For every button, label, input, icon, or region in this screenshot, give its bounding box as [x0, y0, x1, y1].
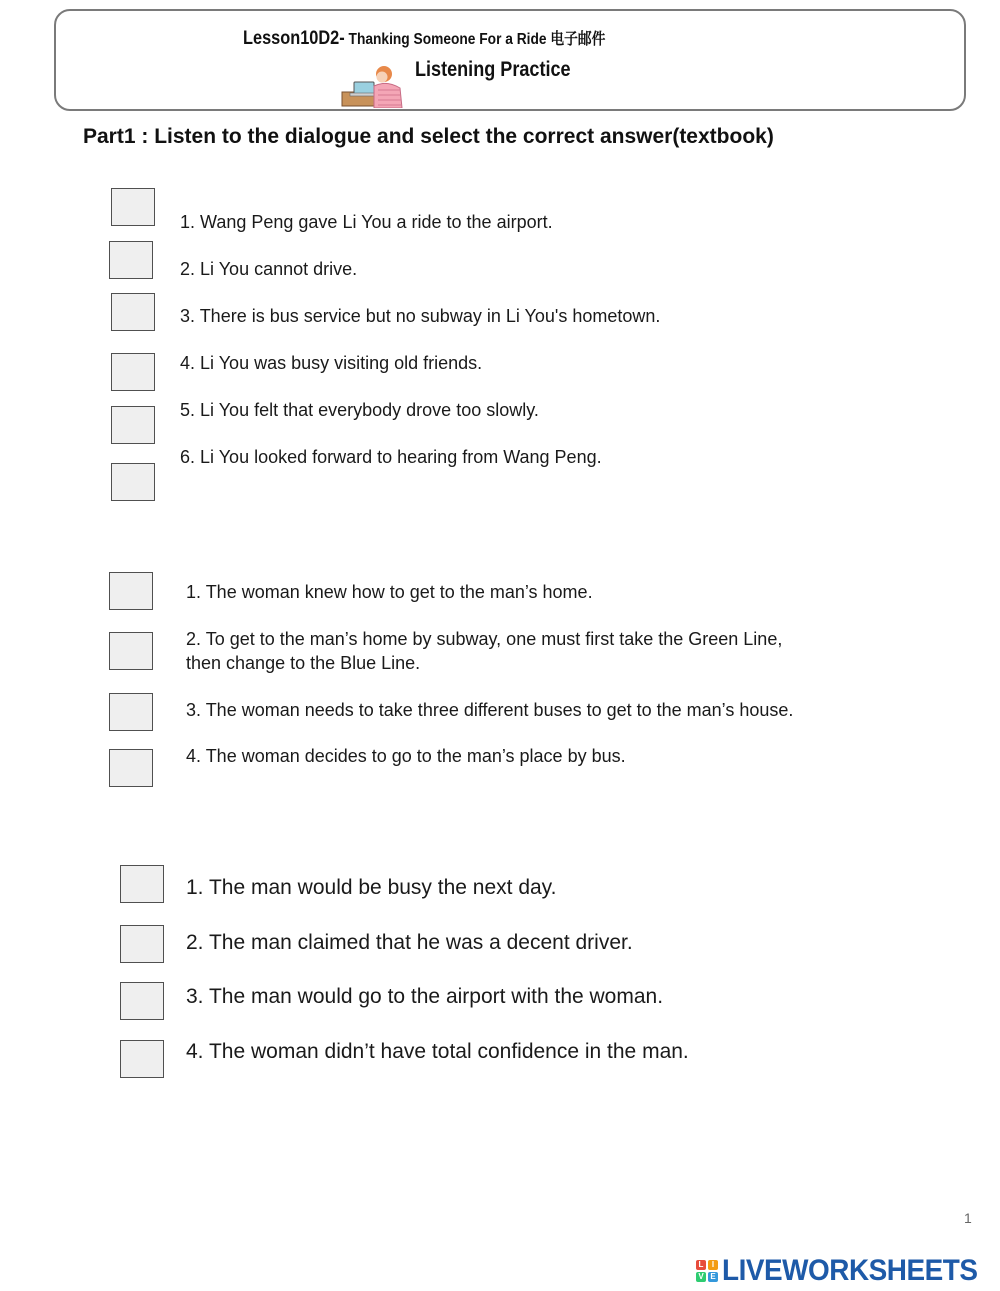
brand-name: LIVEWORKSHEETS [722, 1254, 978, 1287]
mark-letter-l: L [696, 1260, 706, 1270]
statement-s2-q2: 2. To get to the man’s home by subway, one must first take the Green Line, [186, 629, 783, 649]
statement-s3-q3: 3. The man would go to the airport with the woman. [186, 985, 664, 1008]
student-at-computer-illustration [340, 64, 406, 108]
answer-box-s1-q5[interactable] [111, 406, 155, 444]
statement-s2-q1: 1. The woman knew how to get to the man’s home. [186, 582, 593, 602]
statement-s1-q4: 4. Li You was busy visiting old friends. [180, 353, 483, 373]
statement-s1-q1: 1. Wang Peng gave Li You a ride to the airport. [180, 212, 553, 232]
answer-box-s1-q4[interactable] [111, 353, 155, 391]
statement-s1-q6: 6. Li You looked forward to hearing from Wang Peng. [180, 447, 602, 467]
page-number: 1 [964, 1210, 972, 1226]
answer-box-s3-q3[interactable] [120, 982, 164, 1020]
statement-s2-q3: 3. The woman needs to take three different buses to get to the man’s house. [186, 700, 794, 720]
mark-letter-v: V [696, 1272, 706, 1282]
statement-s3-q2: 2. The man claimed that he was a decent driver. [186, 931, 633, 954]
statement-s3-q4: 4. The woman didn’t have total confidence in the man. [186, 1040, 689, 1063]
statement-s3-q1: 1. The man would be busy the next day. [186, 876, 557, 899]
answer-box-s3-q4[interactable] [120, 1040, 164, 1078]
mark-letter-e: E [708, 1272, 718, 1282]
statement-s2-q2-cont: then change to the Blue Line. [186, 653, 421, 673]
lesson-code: Lesson10D2- [243, 28, 345, 49]
answer-box-s3-q1[interactable] [120, 865, 164, 903]
answer-box-s1-q3[interactable] [111, 293, 155, 331]
answer-box-s3-q2[interactable] [120, 925, 164, 963]
statement-s2-q4: 4. The woman decides to go to the man’s place by bus. [186, 746, 626, 766]
lesson-subtitle: Thanking Someone For a Ride 电子邮件 [344, 31, 606, 48]
answer-box-s1-q2[interactable] [109, 241, 153, 279]
statement-s1-q3: 3. There is bus service but no subway in Li You's hometown. [180, 306, 661, 326]
answer-box-s2-q2[interactable] [109, 632, 153, 670]
statement-s1-q2: 2. Li You cannot drive. [180, 259, 358, 279]
listening-practice-heading: Listening Practice [415, 58, 571, 81]
answer-box-s2-q1[interactable] [109, 572, 153, 610]
answer-box-s1-q1[interactable] [111, 188, 155, 226]
mark-letter-i: I [708, 1260, 718, 1270]
lesson-title [243, 26, 605, 50]
answer-box-s1-q6[interactable] [111, 463, 155, 501]
part1-instructions: Part1 : Listen to the dialogue and select the correct answer(textbook) [83, 125, 774, 148]
liveworksheets-logo[interactable] [696, 1254, 997, 1288]
answer-box-s2-q3[interactable] [109, 693, 153, 731]
answer-box-s2-q4[interactable] [109, 749, 153, 787]
liveworksheets-mark-icon [696, 1260, 718, 1282]
statement-s1-q5: 5. Li You felt that everybody drove too slowly. [180, 400, 539, 420]
